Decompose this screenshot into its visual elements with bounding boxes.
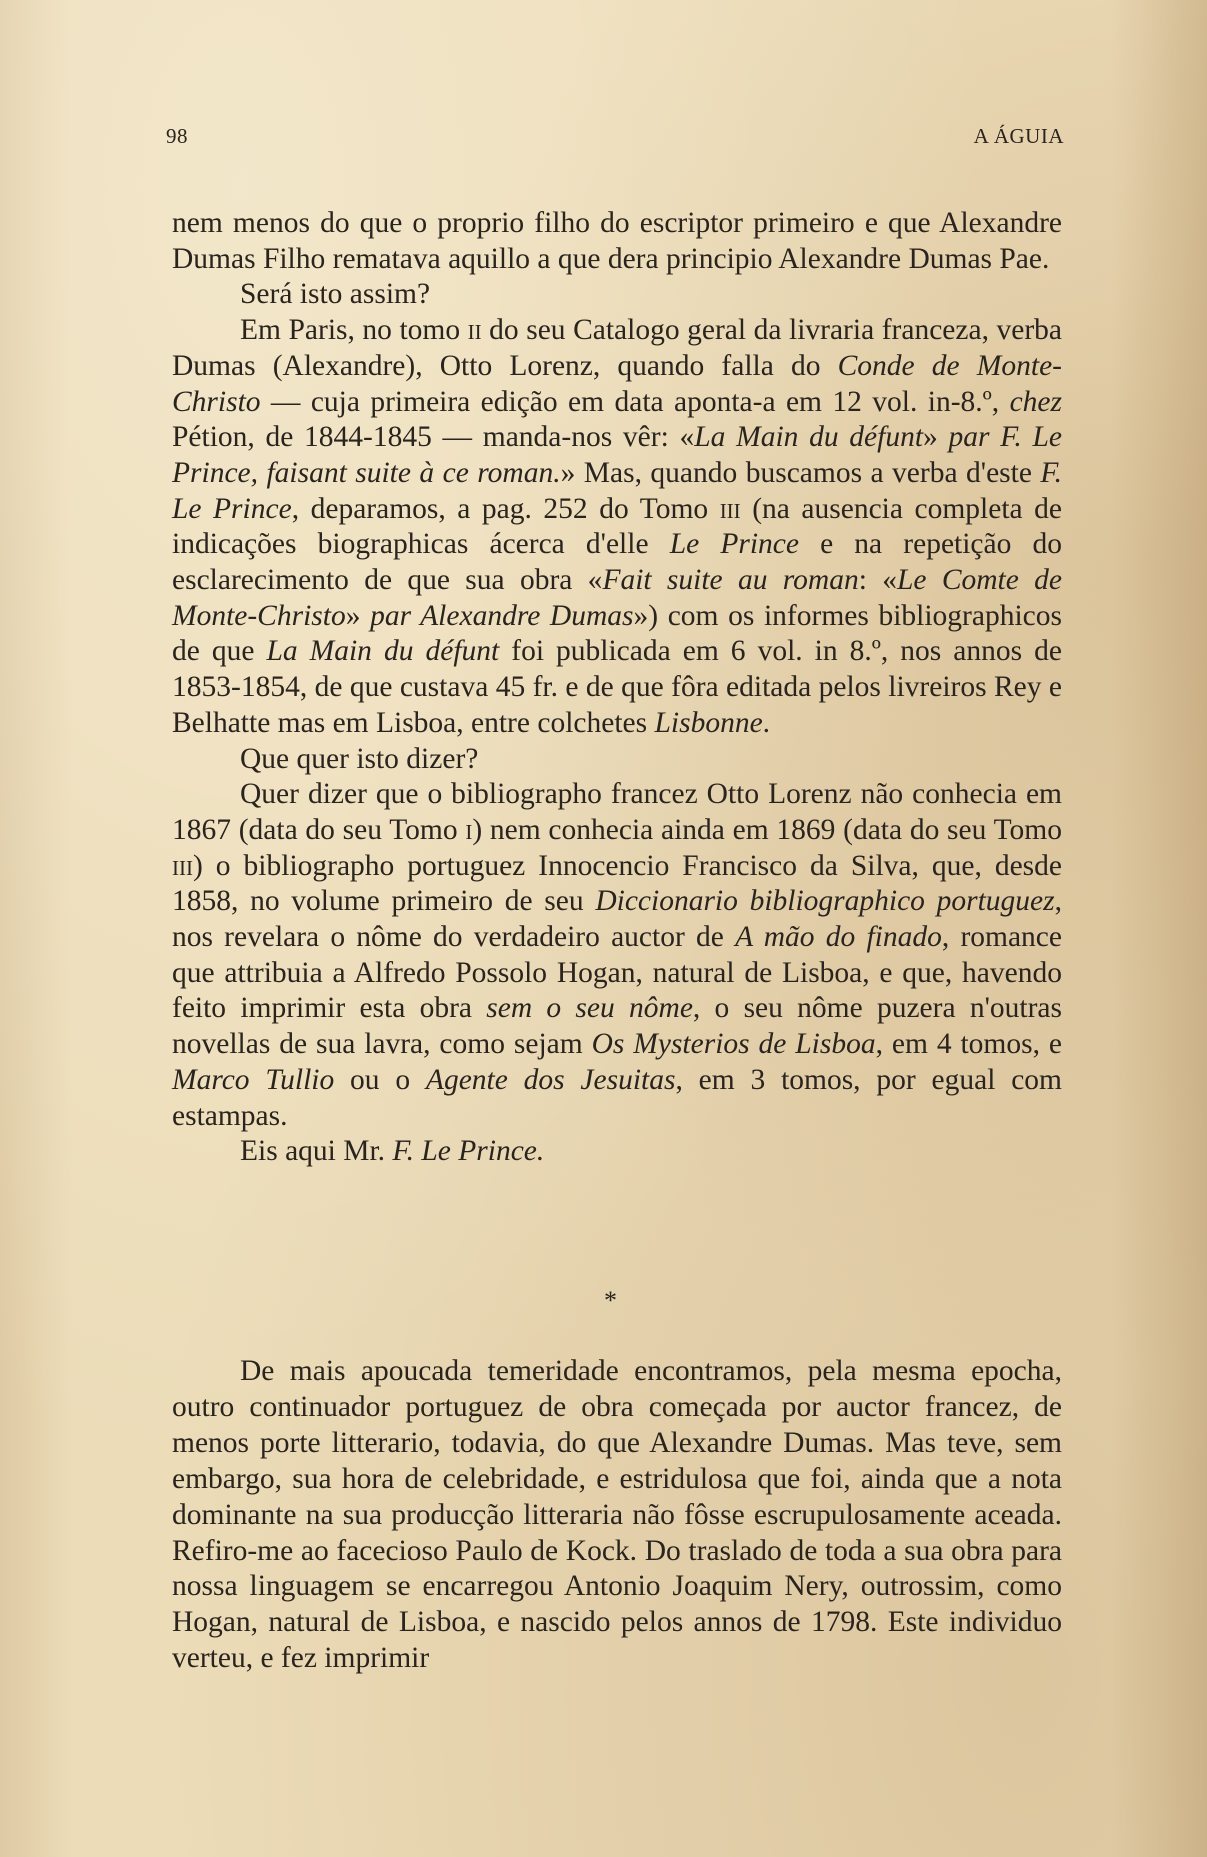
- paragraph-paulo-de-kock: De mais apoucada temeridade encontramos, pela mesma epocha, outro continuador portuguez de obra começada por auctor francez, de menos porte litterario, todavia, do que Alexandre Dumas. Mas teve, sem embargo, sua hora de celebridade, e estridulosa que foi, ainda que a nota dominante na sua producção litteraria não fôsse escrupulosamente aceada. Refiro-me ao facecioso Paulo de Kock. Do traslado de toda a sua obra para nossa linguagem se encarregou Antonio Joaquim Nery, outrossim, como Hogan, natural de Lisboa, e nascido pelos annos de 1798. Este individuo verteu, e fez imprimir: [172, 1355, 1062, 1675]
- journal-title: A ÁGUIA: [973, 124, 1064, 148]
- paragraph-question: Será isto assim?: [240, 278, 431, 311]
- title-os-mysterios-de-lisboa: Os Mysterios de Lisboa: [591, 1028, 876, 1061]
- page-number: 98: [166, 124, 188, 148]
- section-separator-asterisk: *: [604, 1286, 617, 1315]
- paragraph-lorenz: Em Paris, no tomo ii do seu Catalogo geral da livraria franceza, verba Dumas (Alexandre), Otto Lorenz, quando falla do Conde de Monte-Christo — cuja primeira edição em data aponta-a em 12 vol. in-8.º, chez Pétion, de 1844-1845 — manda-nos vêr: «La Main du défunt» par F. Le Prince, faisant suite à ce roman.» Mas, quando buscamos a verba d'este F. Le Prince, deparamos, a pag. 252 do Tomo iii (na ausencia completa de indicações biographicas ácerca d'elle Le Prince e na repetição do esclarecimento de que sua obra «Fait suite au roman: «Le Comte de Monte-Christo» par Alexandre Dumas») com os informes bibliographicos de que La Main du défunt foi publicada em 6 vol. in 8.º, nos annos de 1853-1854, de que custava 45 fr. e de que fôra editada pelos livreiros Rey e Belhatte mas em Lisboa, entre colchetes Lisbonne.: [172, 314, 1063, 739]
- title-la-main-du-defunt: La Main du défunt: [694, 421, 924, 454]
- paragraph-question-2: Que quer isto dizer?: [240, 742, 479, 775]
- title-agente-dos-jesuitas: Agente dos Jesuitas: [425, 1063, 676, 1096]
- main-text: [172, 206, 1062, 1170]
- paragraph-innocencio: Quer dizer que o bibliographo francez Otto Lorenz não conhecia em 1867 (data do seu Tomo i) nem conhecia ainda em 1869 (data do seu Tomo iii) o bibliographo portuguez Innocencio Francisco da Silva, que, desde 1858, no volume primeiro de seu Diccionario bibliographico portuguez, nos revelara o nôme do verdadeiro auctor de A mão do finado, romance que attribuia a Alfredo Possolo Hogan, natural de Lisboa, e que, havendo feito imprimir esta obra sem o seu nôme, o seu nôme puzera n'outras novellas de sua lavra, como sejam Os Mysterios de Lisboa, em 4 tomos, e Marco Tullio ou o Agente dos Jesuitas, em 3 tomos, por egual com estampas.: [172, 778, 1063, 1132]
- title-a-mao-do-finado: A mão do finado: [735, 921, 942, 954]
- second-section-text: [172, 1354, 1062, 1677]
- title-diccionario: Diccionario bibliographico portuguez: [595, 885, 1055, 918]
- title-marco-tullio: Marco Tullio: [172, 1063, 335, 1096]
- paragraph-eis-aqui: Eis aqui Mr. F. Le Prince.: [240, 1135, 545, 1168]
- running-head: [166, 124, 1064, 149]
- paragraph-continuation: nem menos do que o proprio filho do escriptor primeiro e que Alexandre Dumas Filho rematava aquillo a que dera principio Alexandre Dumas Pae.: [172, 207, 1062, 275]
- title-conde-de-monte-christo: Conde de Monte-Christo: [172, 349, 1062, 418]
